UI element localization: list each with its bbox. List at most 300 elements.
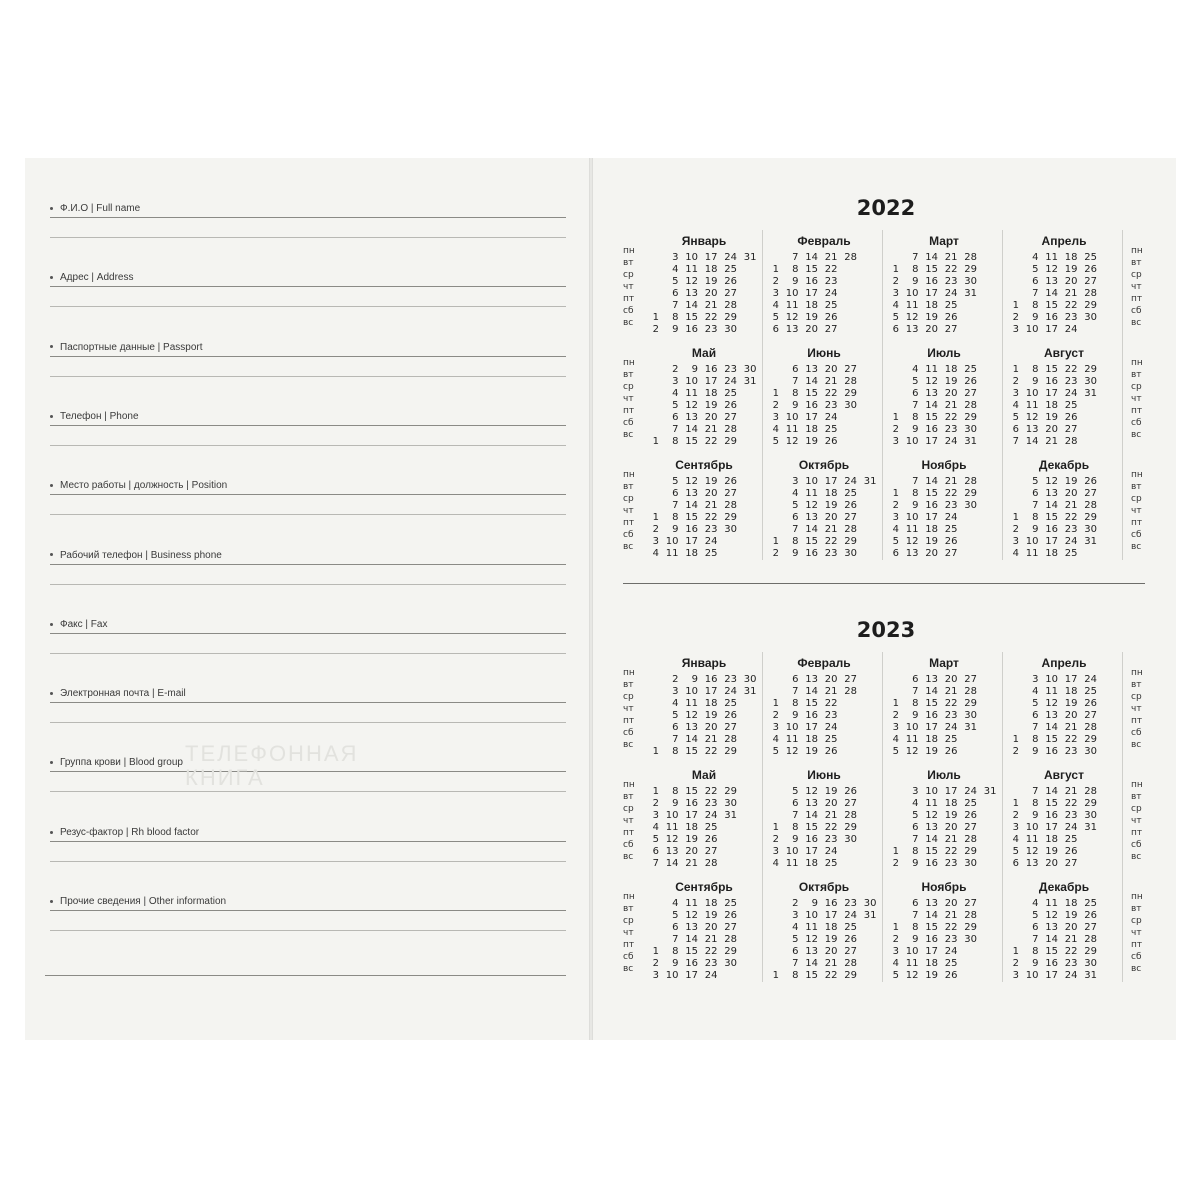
- month-name: Сентябрь: [675, 458, 733, 472]
- day-cell: 2: [772, 276, 779, 287]
- field-input-line[interactable]: [50, 564, 566, 565]
- weekday-label: сб: [623, 530, 634, 540]
- day-cell: 19: [925, 312, 938, 323]
- field-input-line[interactable]: [50, 930, 566, 931]
- day-cell: 10: [1025, 388, 1039, 399]
- day-cell: 23: [704, 524, 718, 535]
- day-cell: 11: [805, 488, 818, 499]
- month-day-grid: [639, 898, 759, 988]
- day-cell: 22: [944, 412, 958, 423]
- field-input-line[interactable]: [50, 237, 566, 238]
- day-cell: 22: [1064, 364, 1078, 375]
- day-cell: 26: [944, 312, 958, 323]
- day-cell: 13: [685, 412, 698, 423]
- day-cell: 11: [665, 548, 679, 559]
- day-cell: 17: [925, 722, 938, 733]
- field-input-line[interactable]: [50, 722, 566, 723]
- day-cell: 15: [805, 388, 818, 399]
- day-cell: 8: [912, 488, 919, 499]
- day-cell: 6: [912, 674, 919, 685]
- day-cell: 24: [704, 970, 718, 981]
- day-cell: 20: [1045, 424, 1058, 435]
- day-cell: 6: [1032, 922, 1039, 933]
- day-cell: 15: [1045, 512, 1058, 523]
- field-input-line[interactable]: [50, 861, 566, 862]
- day-cell: 30: [1084, 376, 1097, 387]
- day-cell: 24: [704, 810, 718, 821]
- day-cell: 7: [672, 424, 679, 435]
- day-cell: 17: [1045, 324, 1058, 335]
- day-cell: 12: [805, 500, 818, 511]
- weekday-label: чт: [1131, 704, 1142, 714]
- day-cell: 28: [844, 252, 857, 263]
- day-cell: 28: [844, 524, 857, 535]
- day-cell: 3: [892, 436, 899, 447]
- month-day-grid: [639, 364, 759, 454]
- day-cell: 17: [1045, 822, 1058, 833]
- day-cell: 16: [685, 798, 698, 809]
- day-cell: 21: [944, 834, 958, 845]
- day-cell: 1: [1012, 734, 1019, 745]
- day-cell: 18: [1064, 252, 1078, 263]
- day-cell: 5: [892, 536, 899, 547]
- day-cell: 5: [772, 436, 779, 447]
- day-cell: 1: [772, 388, 779, 399]
- day-cell: 20: [824, 674, 838, 685]
- weekday-label: ср: [1131, 382, 1142, 392]
- day-cell: 28: [1084, 786, 1097, 797]
- field-input-line[interactable]: [50, 584, 566, 585]
- day-cell: 31: [1084, 970, 1097, 981]
- day-cell: 19: [824, 934, 838, 945]
- day-cell: 11: [1025, 400, 1039, 411]
- day-cell: 4: [772, 858, 779, 869]
- day-cell: 19: [704, 710, 718, 721]
- day-cell: 25: [944, 734, 958, 745]
- weekday-label: ср: [623, 692, 634, 702]
- day-cell: 26: [724, 476, 737, 487]
- day-cell: 6: [1032, 488, 1039, 499]
- weekday-label: пн: [1131, 358, 1143, 368]
- day-cell: 24: [944, 946, 958, 957]
- day-cell: 26: [844, 934, 857, 945]
- day-cell: 18: [704, 698, 718, 709]
- day-cell: 18: [1045, 834, 1058, 845]
- day-cell: 18: [1064, 686, 1078, 697]
- day-cell: 12: [1045, 264, 1058, 275]
- day-cell: 19: [925, 536, 938, 547]
- day-cell: 8: [792, 822, 799, 833]
- day-cell: 10: [685, 376, 698, 387]
- day-cell: 7: [1032, 500, 1039, 511]
- day-cell: 14: [685, 934, 698, 945]
- field-input-line[interactable]: [45, 975, 566, 976]
- day-cell: 5: [792, 500, 799, 511]
- day-cell: 18: [925, 524, 938, 535]
- month-name: Октябрь: [798, 458, 850, 472]
- day-cell: 28: [1084, 288, 1097, 299]
- bullet-icon: [50, 761, 53, 764]
- bullet-icon: [50, 484, 53, 487]
- day-cell: 25: [844, 488, 857, 499]
- day-cell: 12: [905, 970, 919, 981]
- day-cell: 11: [785, 858, 799, 869]
- day-cell: 29: [964, 922, 977, 933]
- month-name: Декабрь: [1038, 880, 1090, 894]
- day-cell: 30: [844, 834, 857, 845]
- day-cell: 30: [964, 424, 977, 435]
- day-cell: 1: [652, 312, 659, 323]
- day-cell: 6: [912, 822, 919, 833]
- day-cell: 13: [805, 512, 818, 523]
- day-cell: 15: [805, 822, 818, 833]
- day-cell: 25: [1064, 834, 1078, 845]
- month-day-grid: [879, 674, 999, 764]
- day-cell: 21: [685, 858, 698, 869]
- weekday-label: пт: [623, 294, 635, 304]
- day-cell: 17: [925, 288, 938, 299]
- month-day-grid: [639, 476, 759, 566]
- day-cell: 22: [704, 512, 718, 523]
- weekday-label: сб: [623, 840, 634, 850]
- field-input-line[interactable]: [50, 306, 566, 307]
- day-cell: 15: [1045, 734, 1058, 745]
- day-cell: 29: [724, 786, 737, 797]
- day-cell: 9: [811, 898, 818, 909]
- day-cell: 16: [805, 710, 818, 721]
- day-cell: 25: [824, 300, 838, 311]
- field-label-text: Рабочий телефон | Business phone: [60, 549, 222, 561]
- day-cell: 6: [792, 946, 799, 957]
- day-cell: 20: [1045, 858, 1058, 869]
- day-cell: 16: [685, 324, 698, 335]
- day-cell: 19: [1064, 698, 1078, 709]
- day-cell: 2: [1012, 376, 1019, 387]
- day-cell: 31: [743, 686, 757, 697]
- column-separator: [1122, 652, 1123, 982]
- month-day-grid: [759, 252, 879, 342]
- day-cell: 20: [944, 388, 958, 399]
- day-cell: 4: [892, 300, 899, 311]
- day-cell: 17: [944, 786, 958, 797]
- day-cell: 11: [665, 822, 679, 833]
- weekday-label: сб: [1131, 306, 1142, 316]
- day-cell: 21: [824, 958, 838, 969]
- weekday-label: вс: [623, 318, 634, 328]
- day-cell: 1: [1012, 798, 1019, 809]
- field-input-line[interactable]: [50, 356, 566, 357]
- bullet-icon: [50, 207, 53, 210]
- day-cell: 21: [704, 934, 718, 945]
- day-cell: 18: [704, 898, 718, 909]
- day-cell: 1: [652, 946, 659, 957]
- field-input-line[interactable]: [50, 445, 566, 446]
- weekday-label: чт: [1131, 506, 1142, 516]
- day-cell: 30: [724, 524, 737, 535]
- day-cell: 21: [1064, 934, 1078, 945]
- weekday-label: вс: [623, 542, 634, 552]
- weekday-label: пт: [623, 716, 635, 726]
- day-cell: 23: [704, 324, 718, 335]
- day-cell: 6: [652, 846, 659, 857]
- day-cell: 4: [912, 364, 919, 375]
- day-cell: 9: [1032, 524, 1039, 535]
- day-cell: 3: [892, 512, 899, 523]
- day-cell: 17: [685, 970, 698, 981]
- day-cell: 18: [925, 958, 938, 969]
- day-cell: 4: [672, 898, 679, 909]
- day-cell: 3: [652, 536, 659, 547]
- weekday-label: пт: [1131, 406, 1143, 416]
- day-cell: 13: [1045, 276, 1058, 287]
- day-cell: 28: [964, 910, 977, 921]
- day-cell: 12: [925, 376, 938, 387]
- day-cell: 31: [724, 810, 737, 821]
- day-cell: 9: [792, 834, 799, 845]
- day-cell: 8: [912, 264, 919, 275]
- day-cell: 10: [785, 288, 799, 299]
- day-cell: 15: [1045, 798, 1058, 809]
- weekday-label: ср: [623, 916, 634, 926]
- day-cell: 10: [1045, 674, 1058, 685]
- day-cell: 29: [844, 388, 857, 399]
- weekday-label: вт: [1131, 258, 1142, 268]
- weekday-label: вт: [623, 680, 634, 690]
- day-cell: 28: [724, 500, 737, 511]
- day-cell: 3: [892, 288, 899, 299]
- day-cell: 26: [1064, 412, 1078, 423]
- day-cell: 10: [665, 536, 679, 547]
- weekday-label: пт: [1131, 828, 1143, 838]
- month-name: Июль: [927, 768, 961, 782]
- weekday-label: сб: [1131, 728, 1142, 738]
- field-label-text: Место работы | должность | Position: [60, 480, 228, 492]
- day-cell: 20: [925, 548, 938, 559]
- day-cell: 28: [844, 376, 857, 387]
- watermark-decoration: ТЕЛЕФОННАЯ КНИГА: [185, 741, 359, 790]
- day-cell: 15: [925, 264, 938, 275]
- day-cell: 25: [704, 548, 718, 559]
- day-cell: 16: [824, 898, 838, 909]
- weekday-label: пн: [1131, 780, 1143, 790]
- day-cell: 5: [1032, 910, 1039, 921]
- day-cell: 1: [652, 746, 659, 757]
- day-cell: 27: [724, 488, 737, 499]
- day-cell: 9: [912, 424, 919, 435]
- day-cell: 14: [925, 686, 938, 697]
- month-day-grid: [999, 786, 1119, 876]
- day-cell: 27: [704, 846, 718, 857]
- day-cell: 8: [792, 388, 799, 399]
- day-cell: 24: [1064, 324, 1078, 335]
- day-cell: 10: [685, 252, 698, 263]
- weekday-label: пт: [623, 518, 635, 528]
- day-cell: 12: [1045, 910, 1058, 921]
- field-input-line[interactable]: [50, 376, 566, 377]
- day-cell: 13: [665, 846, 679, 857]
- day-cell: 24: [724, 252, 737, 263]
- day-cell: 3: [672, 376, 679, 387]
- day-cell: 7: [792, 376, 799, 387]
- field-label: [50, 480, 227, 491]
- day-cell: 17: [704, 252, 718, 263]
- day-cell: 24: [844, 476, 857, 487]
- day-cell: 2: [772, 710, 779, 721]
- day-cell: 6: [672, 488, 679, 499]
- day-cell: 25: [1084, 252, 1097, 263]
- day-cell: 22: [944, 698, 958, 709]
- day-cell: 24: [844, 910, 857, 921]
- day-cell: 11: [1045, 686, 1058, 697]
- day-cell: 23: [724, 364, 737, 375]
- day-cell: 8: [912, 698, 919, 709]
- field-input-line[interactable]: [50, 425, 566, 426]
- day-cell: 19: [944, 810, 958, 821]
- day-cell: 12: [785, 746, 799, 757]
- weekday-label: вт: [1131, 904, 1142, 914]
- day-cell: 10: [1025, 970, 1039, 981]
- day-cell: 20: [824, 512, 838, 523]
- day-cell: 17: [685, 536, 698, 547]
- month-day-grid: [999, 252, 1119, 342]
- day-cell: 23: [724, 674, 737, 685]
- day-cell: 14: [1045, 288, 1058, 299]
- day-cell: 7: [672, 934, 679, 945]
- day-cell: 26: [964, 376, 977, 387]
- field-label: [50, 896, 226, 907]
- field-label-text: Факс | Fax: [60, 618, 108, 630]
- day-cell: 21: [704, 500, 718, 511]
- day-cell: 17: [1045, 970, 1058, 981]
- field-input-line[interactable]: [50, 217, 566, 218]
- day-cell: 4: [1032, 686, 1039, 697]
- day-cell: 10: [905, 288, 919, 299]
- day-cell: 9: [912, 500, 919, 511]
- day-cell: 9: [792, 400, 799, 411]
- day-cell: 4: [672, 388, 679, 399]
- field-input-line[interactable]: [50, 653, 566, 654]
- day-cell: 30: [964, 500, 977, 511]
- day-cell: 1: [892, 412, 899, 423]
- day-cell: 5: [892, 970, 899, 981]
- day-cell: 6: [892, 548, 899, 559]
- day-cell: 5: [1012, 412, 1019, 423]
- field-input-line[interactable]: [50, 791, 566, 792]
- weekday-label: чт: [623, 506, 634, 516]
- day-cell: 12: [685, 276, 698, 287]
- day-cell: 5: [672, 400, 679, 411]
- field-input-line[interactable]: [50, 841, 566, 842]
- day-cell: 18: [805, 734, 818, 745]
- bullet-icon: [50, 345, 53, 348]
- day-cell: 7: [792, 958, 799, 969]
- day-cell: 10: [905, 512, 919, 523]
- day-cell: 10: [1025, 324, 1039, 335]
- day-cell: 30: [964, 710, 977, 721]
- day-cell: 12: [685, 400, 698, 411]
- day-cell: 21: [1064, 722, 1078, 733]
- day-cell: 23: [824, 548, 838, 559]
- weekday-label: сб: [1131, 840, 1142, 850]
- day-cell: 15: [925, 698, 938, 709]
- day-cell: 3: [1012, 388, 1019, 399]
- day-cell: 17: [824, 476, 838, 487]
- day-cell: 21: [944, 476, 958, 487]
- day-cell: 21: [1064, 500, 1078, 511]
- field-input-line[interactable]: [50, 702, 566, 703]
- day-cell: 15: [805, 970, 818, 981]
- weekday-label: вт: [623, 792, 634, 802]
- day-cell: 24: [944, 288, 958, 299]
- field-input-line[interactable]: [50, 286, 566, 287]
- day-cell: 16: [1045, 746, 1058, 757]
- month-day-grid: [999, 674, 1119, 764]
- day-cell: 5: [792, 934, 799, 945]
- weekday-label: вс: [1131, 852, 1142, 862]
- day-cell: 19: [805, 746, 818, 757]
- day-cell: 16: [1045, 376, 1058, 387]
- weekday-label: ср: [1131, 916, 1142, 926]
- field-label: [50, 827, 199, 838]
- day-cell: 30: [1084, 312, 1097, 323]
- day-cell: 23: [1064, 958, 1078, 969]
- day-cell: 29: [964, 698, 977, 709]
- day-cell: 13: [1025, 858, 1039, 869]
- day-cell: 17: [704, 686, 718, 697]
- day-cell: 28: [1064, 436, 1078, 447]
- field-input-line[interactable]: [50, 910, 566, 911]
- weekday-label: вс: [623, 852, 634, 862]
- month-day-grid: [879, 252, 999, 342]
- day-cell: 24: [704, 536, 718, 547]
- day-cell: 14: [925, 400, 938, 411]
- day-cell: 9: [1032, 958, 1039, 969]
- day-cell: 11: [785, 300, 799, 311]
- day-cell: 16: [805, 276, 818, 287]
- day-cell: 26: [1084, 476, 1097, 487]
- day-cell: 14: [805, 524, 818, 535]
- day-cell: 3: [1012, 822, 1019, 833]
- month-name: Январь: [681, 656, 727, 670]
- weekday-label: вт: [1131, 680, 1142, 690]
- day-cell: 15: [685, 946, 698, 957]
- month-day-grid: [759, 674, 879, 764]
- day-cell: 23: [944, 424, 958, 435]
- day-cell: 17: [805, 288, 818, 299]
- field-label: [50, 688, 186, 699]
- month-name: Август: [1044, 346, 1084, 360]
- field-input-line[interactable]: [50, 514, 566, 515]
- day-cell: 20: [824, 364, 838, 375]
- day-cell: 18: [805, 424, 818, 435]
- day-cell: 13: [1045, 710, 1058, 721]
- day-cell: 19: [925, 746, 938, 757]
- weekday-label: вт: [1131, 370, 1142, 380]
- day-cell: 25: [1064, 400, 1078, 411]
- day-cell: 28: [1084, 722, 1097, 733]
- day-cell: 7: [792, 524, 799, 535]
- day-cell: 1: [1012, 512, 1019, 523]
- month-day-grid: [759, 476, 879, 566]
- day-cell: 16: [925, 276, 938, 287]
- field-input-line[interactable]: [50, 494, 566, 495]
- day-cell: 13: [805, 674, 818, 685]
- field-input-line[interactable]: [50, 633, 566, 634]
- day-cell: 2: [1012, 958, 1019, 969]
- day-cell: 18: [704, 264, 718, 275]
- day-cell: 18: [944, 364, 958, 375]
- day-cell: 4: [772, 300, 779, 311]
